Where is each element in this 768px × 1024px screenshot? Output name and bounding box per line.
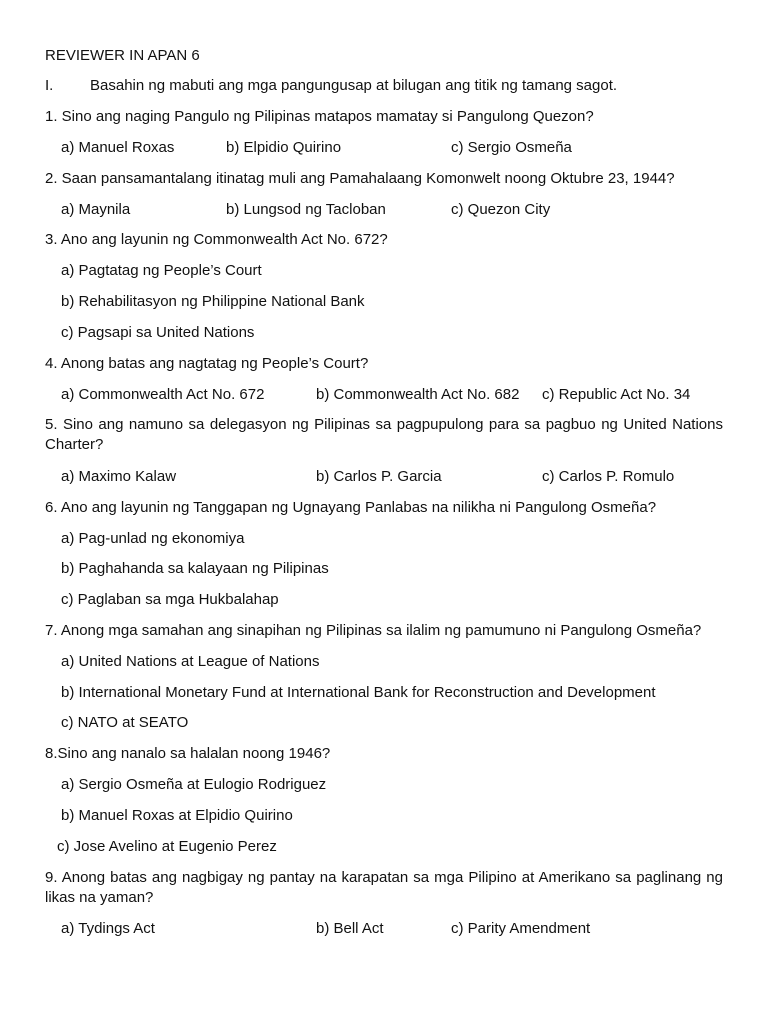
- q8-option-c: c) Jose Avelino at Eugenio Perez: [57, 838, 277, 855]
- q8-option-b: b) Manuel Roxas at Elpidio Quirino: [61, 807, 293, 824]
- q3-option-b: b) Rehabilitasyon ng Philippine National Bank: [61, 293, 365, 310]
- q9-option-a: a) Tydings Act: [61, 920, 155, 937]
- q1-option-b: b) Elpidio Quirino: [226, 139, 342, 156]
- instruction-number: I.: [45, 77, 54, 94]
- q4-option-c: c) Republic Act No. 34: [542, 386, 691, 403]
- q6-option-a: a) Pag-unlad ng ekonomiya: [61, 530, 245, 547]
- q7-option-a: a) United Nations at League of Nations: [61, 653, 320, 670]
- question-8: 8.Sino ang nanalo sa halalan noong 1946?: [45, 745, 331, 762]
- q7-option-b: b) International Monetary Fund at International Bank for Reconstruction and Development: [61, 684, 656, 701]
- q2-option-b: b) Lungsod ng Tacloban: [226, 201, 386, 218]
- q3-option-c: c) Pagsapi sa United Nations: [61, 324, 255, 341]
- question-7: 7. Anong mga samahan ang sinapihan ng Pilipinas sa ilalim ng pamumuno ni Pangulong Osmeña?: [45, 622, 702, 639]
- document-title: REVIEWER IN APAN 6: [45, 47, 200, 64]
- q2-option-c: c) Quezon City: [451, 201, 551, 218]
- q1-option-c: c) Sergio Osmeña: [451, 139, 572, 156]
- q9-option-b: b) Bell Act: [316, 920, 384, 937]
- question-5: 5. Sino ang namuno sa delegasyon ng Pilipinas sa pagpupulong para sa pagbuo ng United Nations Charter?: [45, 416, 723, 453]
- q7-option-c: c) NATO at SEATO: [61, 714, 189, 731]
- q5-option-c: c) Carlos P. Romulo: [542, 468, 675, 485]
- question-2: 2. Saan pansamantalang itinatag muli ang Pamahalaang Komonwelt noong Oktubre 23, 1944?: [45, 170, 675, 187]
- question-9: 9. Anong batas ang nagbigay ng pantay na karapatan sa mga Pilipino at Amerikano sa paglinang ng likas na yaman?: [45, 869, 723, 906]
- question-6: 6. Ano ang layunin ng Tanggapan ng Ugnayang Panlabas na nilikha ni Pangulong Osmeña?: [45, 499, 657, 516]
- q5-option-b: b) Carlos P. Garcia: [316, 468, 442, 485]
- instruction-text: Basahin ng mabuti ang mga pangungusap at bilugan ang titik ng tamang sagot.: [90, 77, 618, 94]
- q3-option-a: a) Pagtatag ng People’s Court: [61, 262, 262, 279]
- question-3: 3. Ano ang layunin ng Commonwealth Act No. 672?: [45, 231, 388, 248]
- question-1: 1. Sino ang naging Pangulo ng Pilipinas matapos mamatay si Pangulong Quezon?: [45, 108, 594, 125]
- q6-option-c: c) Paglaban sa mga Hukbalahap: [61, 591, 279, 608]
- q6-option-b: b) Paghahanda sa kalayaan ng Pilipinas: [61, 560, 329, 577]
- q5-option-a: a) Maximo Kalaw: [61, 468, 177, 485]
- q8-option-a: a) Sergio Osmeña at Eulogio Rodriguez: [61, 776, 327, 793]
- q9-option-c: c) Parity Amendment: [451, 920, 591, 937]
- q4-option-a: a) Commonwealth Act No. 672: [61, 386, 265, 403]
- question-4: 4. Anong batas ang nagtatag ng People’s Court?: [45, 355, 369, 372]
- q4-option-b: b) Commonwealth Act No. 682: [316, 386, 520, 403]
- q1-option-a: a) Manuel Roxas: [61, 139, 175, 156]
- q2-option-a: a) Maynila: [61, 201, 131, 218]
